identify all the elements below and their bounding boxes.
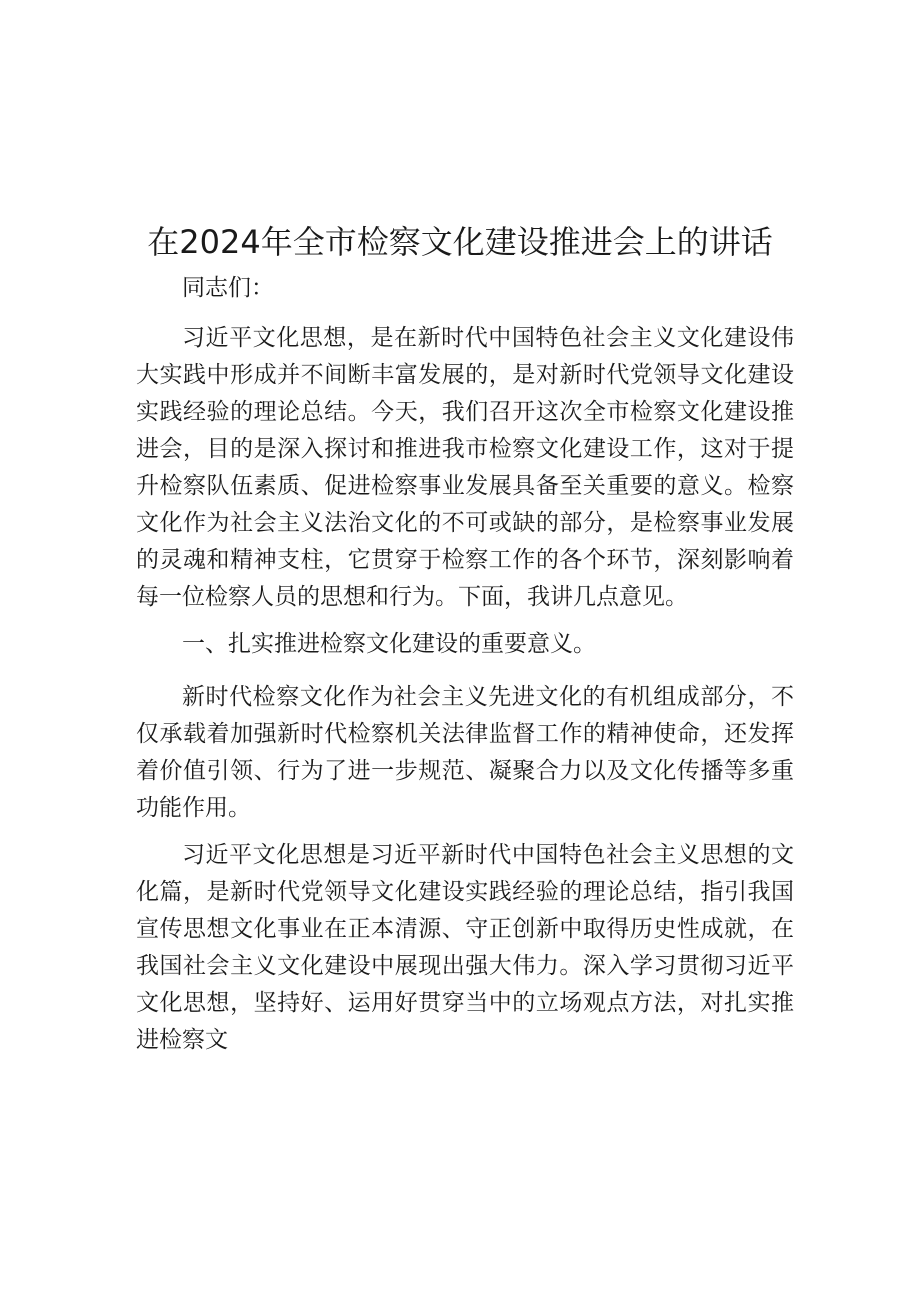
document-title: 在2024年全市检察文化建设推进会上的讲话: [147, 223, 773, 261]
section-heading-1: 一、扎实推进检察文化建设的重要意义。: [182, 631, 596, 657]
intro-paragraph: 习近平文化思想，是在新时代中国特色社会主义文化建设伟大实践中形成并不间断丰富发展的，是对新时代党领导文化建设实践经验的理论总结。今天，我们召开这次全市检察文化建设推进会，目的是深入探讨和推进我市检察文化建设工作，这对于提升检察队伍素质、促进检察事业发展具备至关重要的意义。检察文化作为社会主义法治文化的不可或缺的部分，是检察事业发展的灵魂和精神支柱，它贯穿于检察工作的各个环节，深刻影响着每一位检察人员的思想和行为。下面，我讲几点意见。: [136, 325, 794, 610]
body-paragraph-2: 习近平文化思想是习近平新时代中国特色社会主义思想的文化篇，是新时代党领导文化建设实践经验的理论总结，指引我国宣传思想文化事业在正本清源、守正创新中取得历史性成就，在我国社会主义文化建设中展现出强大伟力。深入学习贯彻习近平文化思想，坚持好、运用好贯穿当中的立场观点方法，对扎实推进检察文: [136, 842, 794, 1053]
document-body: [136, 270, 794, 1069]
body-paragraph-1: 新时代检察文化作为社会主义先进文化的有机组成部分，不仅承载着加强新时代检察机关法律监督工作的精神使命，还发挥着价值引领、行为了进一步规范、凝聚合力以及文化传播等多重功能作用。: [136, 684, 794, 821]
salutation-paragraph: 同志们：: [182, 275, 274, 301]
